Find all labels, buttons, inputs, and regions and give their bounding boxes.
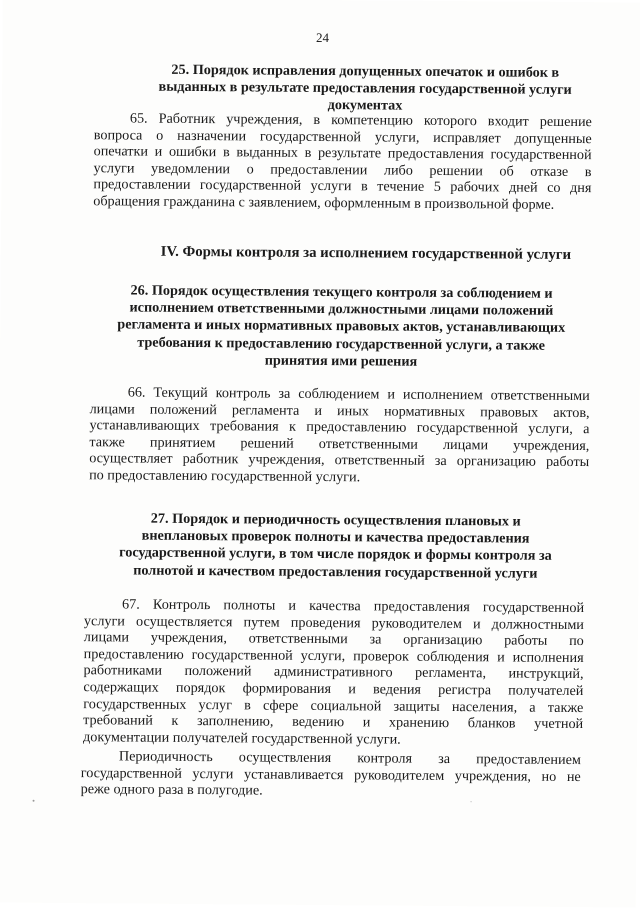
heading-26-line: 26. Порядок осуществления текущего контроля за соблюдением и (130, 282, 553, 302)
heading-27-line: государственной услуги, в том числе порядок и формы контроля за (119, 544, 552, 565)
paragraph-line: вопроса о назначении государственной услуги, исправляет допущенные (93, 126, 592, 147)
heading-27 (90, 510, 581, 583)
paragraph-line: предоставлении государственной услуги в течение 5 рабочих дней со дня (93, 176, 592, 197)
paragraph-line: услуги осуществляется путем проведения руководителем и должностными (83, 612, 585, 633)
paragraph-line: обращения гражданина с заявлением, оформленным в произвольной форме. (93, 193, 555, 213)
paragraph-line: документации получателей государственной услуги. (82, 728, 401, 748)
paragraph-line: лицами положений регламента и иных нормативных правовых актов, (89, 400, 590, 421)
paragraph-65 (93, 110, 592, 213)
paragraph-line: реже одного раза в полугодие. (80, 781, 263, 799)
paragraph-line: 67. Контроль полноты и качества предоставления государственной (122, 596, 585, 617)
heading-25-line: 25. Порядок исправления допущенных опечаток и ошибок в (171, 61, 560, 81)
paragraph-line: услуги уведомлении о предоставлении либо решении об отказе в (93, 159, 592, 180)
page-number: 24 (315, 29, 330, 46)
paragraph-67-periodicity (81, 748, 581, 802)
paragraph-line: Периодичность осуществления контроля за предоставлением (118, 748, 581, 769)
heading-27-line: 27. Порядок и периодичность осуществления плановых и (150, 510, 521, 530)
heading-27-line: внеплановых проверок полноты и качества предоставления (141, 527, 530, 547)
heading-26-line: регламента и иных нормативных правовых актов, устанавливающих (117, 316, 566, 337)
heading-27-line: полнотой и качеством предоставления государственной услуги (133, 562, 538, 582)
paragraph-line: лицами учреждения, ответственными за организацию работы по (83, 629, 584, 650)
heading-26-line: принятия ими решения (264, 352, 418, 370)
paragraph-line: государственных услуг в сфере социальной защиты населения, а также (83, 695, 584, 716)
paragraph-67 (83, 596, 584, 749)
paragraph-line: содержащих порядок формирования и ведения регистра получателей (83, 679, 584, 700)
paragraph-line: осуществляет работник учреждения, ответственный за организацию работы (89, 450, 590, 471)
paragraph-line: работниками положений административного регламента, инструкций, (83, 662, 584, 683)
paragraph-line: 65. Работник учреждения, в компетенцию которого входит решение (129, 110, 592, 131)
heading-25-line: выданных в результате предоставления государственной услуги (158, 78, 572, 99)
heading-25 (150, 62, 580, 117)
heading-25-line: документах (327, 97, 403, 115)
heading-26 (92, 282, 591, 372)
paragraph-66 (89, 384, 590, 487)
paragraph-line: 66. Текущий контроль за соблюдением и исполнением ответственными (127, 384, 590, 405)
section-heading-iv: IV. Формы контроля за исполнением государственной услуги (160, 243, 572, 263)
paragraph-line: опечатки и ошибки в выданных в результате предоставления государственной (93, 143, 592, 164)
scan-speck (471, 801, 472, 802)
paragraph-line: государственной услуги устанавливается руководителем учреждения, но не (80, 764, 581, 785)
heading-26-line: исполнением ответственными должностными лицами положений (129, 299, 554, 320)
paragraph-line: также принятием решений ответственными лицами учреждения, (89, 433, 590, 454)
scan-speck (33, 800, 35, 802)
paragraph-line: устанавливающих требования к предоставлению государственной услуги, а (89, 417, 590, 438)
heading-26-line: требования к предоставлению государственной услуги, а также (137, 334, 546, 354)
paragraph-line: по предоставлению государственной услуги. (89, 467, 361, 486)
paragraph-line: требований к заполнению, ведению и хранению бланков учетной (83, 712, 584, 733)
paragraph-line: предоставлению государственной услуги, проверок соблюдения и исполнения (83, 645, 584, 666)
